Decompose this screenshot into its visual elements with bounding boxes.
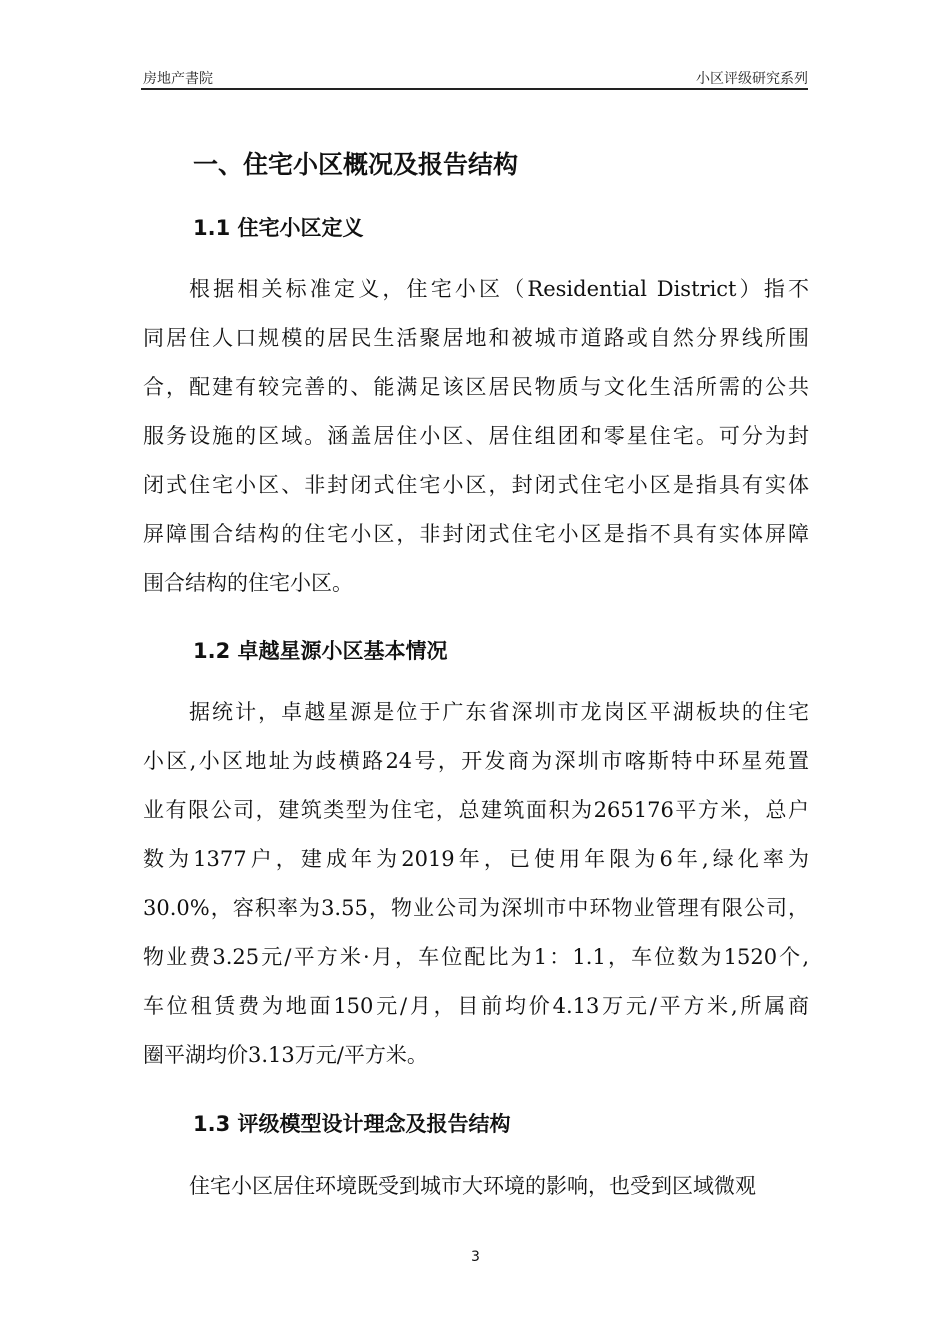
text-line: 同居住人口规模的居民生活聚居地和被城市道路或自然分界线所围 (143, 326, 809, 350)
text-line: 根据相关标准定义，住宅小区（Residential District）指不 (189, 277, 809, 301)
paragraph-1-1 (143, 265, 809, 608)
header-left: 房地产書院 (143, 71, 213, 87)
heading-1-3: 1.3 评级模型设计理念及报告结构 (193, 1112, 511, 1136)
text-line: 服务设施的区域。涵盖居住小区、居住组团和零星住宅。可分为封 (143, 424, 809, 448)
text-line: 车位租赁费为地面150元/月，目前均价4.13万元/平方米,所属商 (143, 994, 809, 1018)
header-rule (141, 88, 808, 90)
text-line: 圈平湖均价3.13万元/平方米。 (143, 1043, 428, 1067)
text-line: 围合结构的住宅小区。 (143, 571, 353, 595)
text-line: 小区,小区地址为歧横路24号，开发商为深圳市喀斯特中环星苑置 (143, 749, 809, 773)
page-number: 3 (471, 1249, 480, 1265)
paragraph-1-2 (143, 688, 809, 1080)
text-line: 30.0%，容积率为3.55，物业公司为深圳市中环物业管理有限公司， (143, 896, 809, 920)
text-line: 据统计，卓越星源是位于广东省深圳市龙岗区平湖板块的住宅 (189, 700, 809, 724)
text-line: 屏障围合结构的住宅小区，非封闭式住宅小区是指不具有实体屏障 (143, 522, 809, 546)
section-title: 一、住宅小区概况及报告结构 (193, 150, 519, 179)
text-line: 住宅小区居住环境既受到城市大环境的影响，也受到区域微观 (189, 1174, 756, 1198)
text-line: 闭式住宅小区、非封闭式住宅小区，封闭式住宅小区是指具有实体 (143, 473, 809, 497)
text-line: 业有限公司，建筑类型为住宅，总建筑面积为265176平方米，总户 (143, 798, 809, 822)
heading-1-1: 1.1 住宅小区定义 (193, 216, 364, 240)
text-line: 物业费3.25元/平方米·月，车位配比为1：1.1，车位数为1520个, (143, 945, 809, 969)
text-line: 数为1377户，建成年为2019年，已使用年限为6年,绿化率为 (143, 847, 809, 871)
text-line: 合，配建有较完善的、能满足该区居民物质与文化生活所需的公共 (143, 375, 809, 399)
header-right: 小区评级研究系列 (696, 71, 808, 87)
paragraph-1-3 (143, 1162, 809, 1211)
heading-1-2: 1.2 卓越星源小区基本情况 (193, 639, 448, 663)
